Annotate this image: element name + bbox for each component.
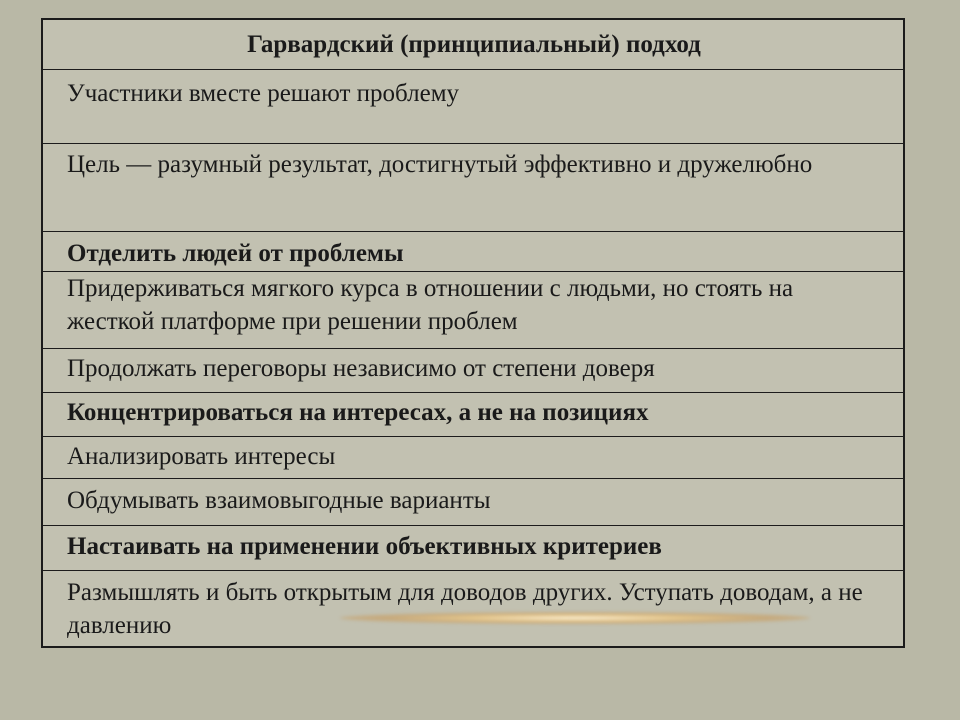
table-row <box>43 392 905 436</box>
table-row <box>43 348 905 392</box>
table-row <box>43 231 905 271</box>
table-row <box>43 478 905 525</box>
table-row <box>43 525 905 570</box>
row-text: Участники вместе решают проблему <box>67 80 460 107</box>
table-row <box>43 570 905 648</box>
decorative-light-streak <box>340 612 810 624</box>
row-text: Обдумывать взаимовыгодные варианты <box>67 487 491 514</box>
table-row <box>43 436 905 478</box>
row-text: Анализировать интересы <box>67 443 336 470</box>
row-text: Настаивать на применении объективных критериев <box>67 533 662 560</box>
approach-table <box>41 18 905 648</box>
table-row <box>43 271 905 348</box>
row-text: Отделить людей от проблемы <box>67 240 404 267</box>
table-row <box>43 143 905 231</box>
row-text: Придерживаться мягкого курса в отношении с людьми, но стоять на жесткой платформе при решении проблем <box>67 275 794 335</box>
row-text: Цель — разумный результат, достигнутый эффективно и дружелюбно <box>67 151 813 178</box>
row-text: Продолжать переговоры независимо от степени доверя <box>67 355 655 382</box>
row-text: Концентрироваться на интересах, а не на позициях <box>67 399 649 426</box>
table-row <box>43 69 905 143</box>
table-title: Гарвардский (принципиальный) подход <box>247 31 701 58</box>
row-text: Размышлять и быть открытым для доводов других. Уступать доводам, а не давлению <box>67 579 863 639</box>
table-header <box>43 20 905 69</box>
